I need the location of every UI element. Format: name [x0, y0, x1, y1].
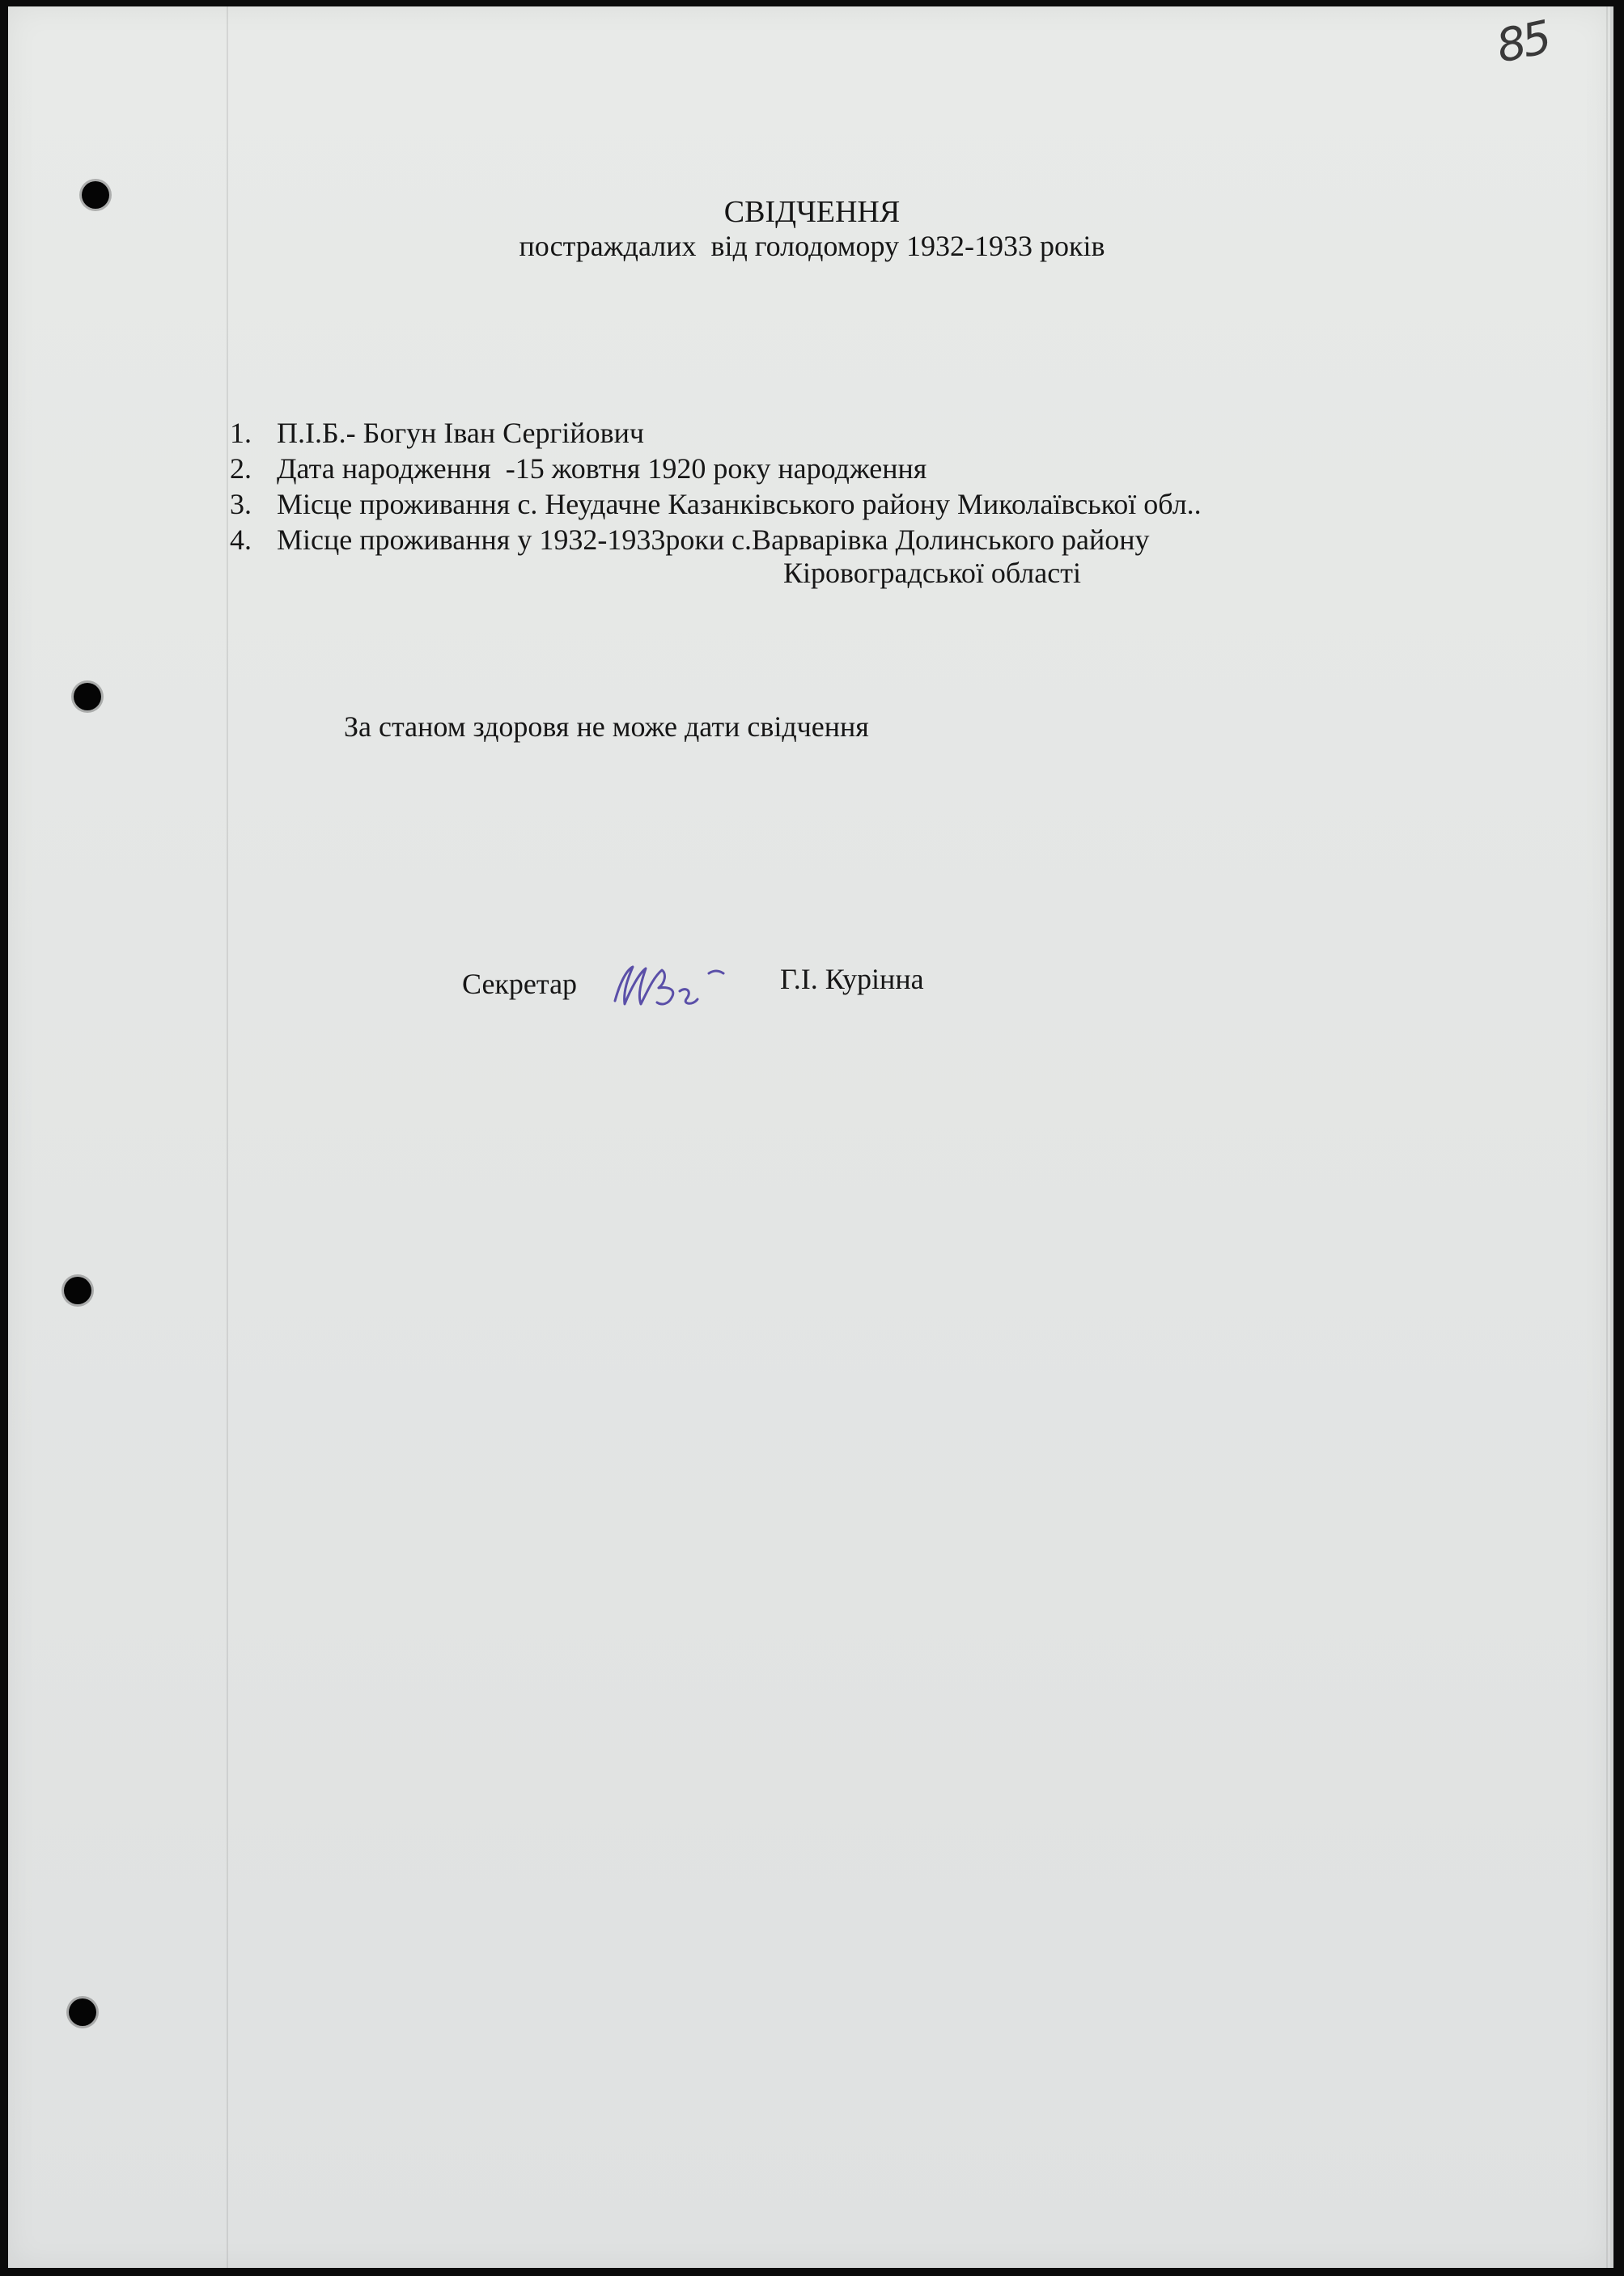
page-number: 85	[1491, 11, 1554, 74]
list-item-number: 3.	[230, 488, 252, 520]
list-item	[230, 415, 1202, 451]
list-item	[230, 486, 1202, 522]
list-item-text: Дата народження -15 жовтня 1920 року народження	[277, 452, 927, 485]
list-item-continuation: Кіровоградської області	[783, 557, 1081, 589]
list-item	[230, 522, 1202, 557]
list-item-number: 2.	[230, 452, 252, 485]
punch-hole	[74, 683, 101, 710]
document-sheet	[8, 6, 1613, 2268]
list-item-number: 4.	[230, 523, 252, 556]
list-item-text: П.І.Б.- Богун Іван Сергійович	[277, 417, 644, 449]
signature-role: Секретар	[462, 968, 578, 1000]
punch-hole	[69, 1998, 96, 2026]
list-item-text: Місце проживання с. Неудачне Казанківського району Миколаївської обл..	[277, 488, 1202, 520]
info-list	[230, 415, 1202, 557]
document-title: СВІДЧЕННЯ	[723, 195, 901, 229]
punch-hole	[64, 1277, 91, 1304]
document-subtitle: постраждалих від голодомору 1932-1933 років	[519, 230, 1105, 262]
signatory-name: Г.І. Курінна	[780, 963, 924, 995]
list-item-number: 1.	[230, 417, 252, 449]
page-edge-line	[1606, 6, 1608, 2268]
list-item	[230, 451, 1202, 486]
statement-text: За станом здоровя не може дати свідчення	[344, 710, 869, 743]
list-item-text: Місце проживання у 1932-1933роки с.Варварівка Долинського району	[277, 523, 1150, 556]
handwritten-signature	[608, 959, 730, 1015]
fold-line	[227, 6, 228, 2268]
